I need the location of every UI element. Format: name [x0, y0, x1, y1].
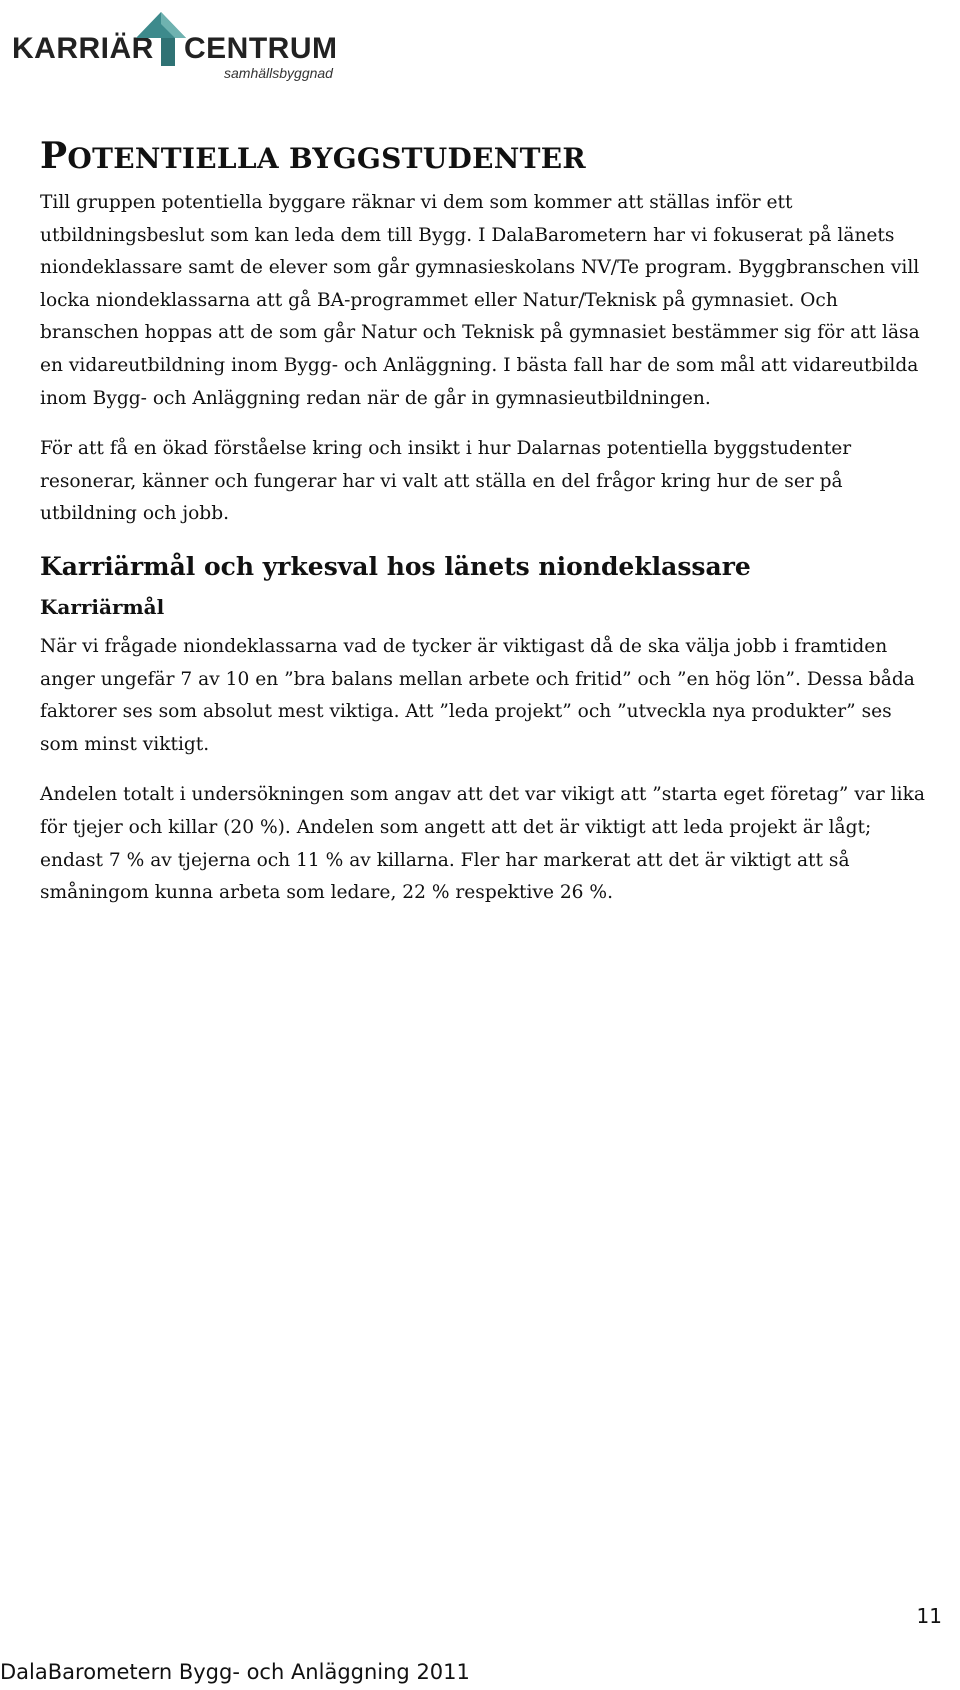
career-paragraph-2: Andelen totalt i undersökningen som angav att det var vikigt att ”starta eget företag” var lika för tjejer och killar (20 %). Andelen som angett att det är viktigt att leda projekt är lågt; endast 7 % av tjejerna och 11 % av killarna. Fler har markerat att det är viktigt att så småningom kunna arbeta som ledare, 22 % respektive 26 %. — [40, 784, 925, 904]
logo-word-centrum: CENTRUM — [184, 32, 338, 65]
karriarcentrum-logo — [12, 8, 342, 82]
intro-paragraph-1: Till gruppen potentiella byggare räknar vi dem som kommer att ställas inför ett utbildningsbeslut som kan leda dem till Bygg. I DalaBarometern har vi fokuserat på länets niondeklassare samt de elever som går gymnasieskolans NV/Te program. Byggbranschen vill locka niondeklassarna att gå BA-programmet eller Natur/Teknisk på gymnasiet. Och branschen hoppas att de som går Natur och Teknisk på gymnasiet bestämmer sig för att läsa en vidareutbildning inom Bygg- och Anläggning. I bästa fall har de som mål att vidareutbilda inom Bygg- och Anläggning redan när de går in gymnasieutbildningen. — [40, 192, 920, 409]
page-title — [40, 135, 930, 177]
section-heading: Karriärmål och yrkesval hos länets niondeklassare — [40, 551, 751, 581]
logo-arrow-icon — [130, 8, 192, 70]
career-paragraph-1: När vi frågade niondeklassarna vad de tycker är viktigast då de ska välja jobb i framtiden anger ungefär 7 av 10 en ”bra balans mellan arbete och fritid” och ”en hög lön”. Dessa båda faktorer ses som absolut mest viktiga. Att ”leda projekt” och ”utveckla nya produkter” ses som minst viktigt. — [40, 635, 915, 755]
page-title-rest: OTENTIELLA BYGGSTUDENTER — [67, 142, 586, 175]
logo-word-karriar: KARRIÄR — [12, 32, 154, 65]
footer-report-title: DalaBarometern Bygg- och Anläggning 2011 — [0, 1660, 470, 1684]
logo-subtitle: samhällsbyggnad — [224, 65, 333, 81]
page-number: 11 — [916, 1604, 942, 1628]
intro-paragraph-2: För att få en ökad förståelse kring och insikt i hur Dalarnas potentiella byggstudenter resonerar, känner och fungerar har vi valt att ställa en del frågor kring hur de ser på utbildning och jobb. — [40, 438, 852, 525]
subsection-heading: Karriärmål — [40, 594, 165, 619]
page-title-initial: P — [40, 135, 68, 177]
document-body — [40, 135, 930, 928]
